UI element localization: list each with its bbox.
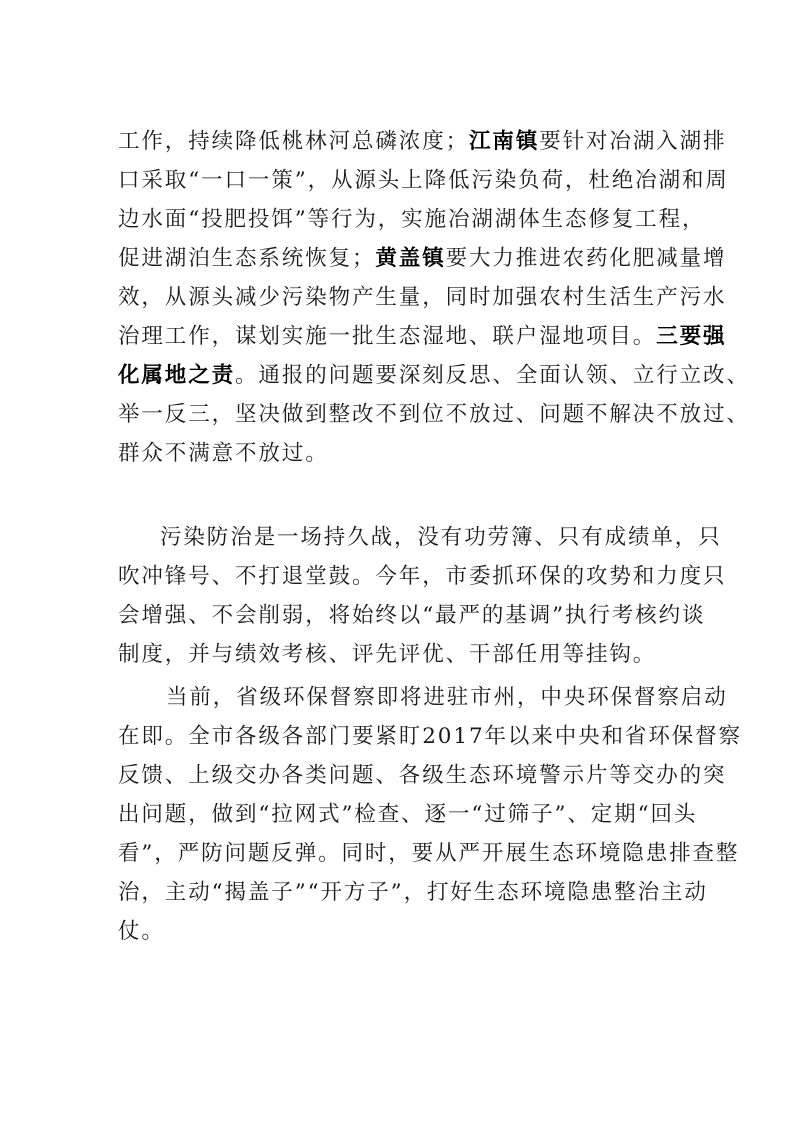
- text-line: [118, 800, 698, 830]
- text-run: 出问题，做到“拉网式”检查、逐一“过筛子”、定期“回头: [118, 802, 698, 827]
- text-run: 边水面“投肥投饵”等行为，实施冶湖湖体生态修复工程，: [118, 207, 706, 232]
- text-line: [118, 244, 727, 274]
- text-run: 举一反三，坚决做到整改不到位不放过、问题不解决不放过、: [118, 402, 750, 427]
- text-line: [118, 322, 727, 352]
- text-line: [118, 439, 688, 469]
- text-run: 反馈、上级交办各类问题、各级生态环境警示片等交办的突: [118, 763, 727, 788]
- text-line: [118, 878, 708, 908]
- text-run: 会增强、不会削弱，将始终以“最严的基调”执行考核约谈: [118, 603, 706, 628]
- text-run: 工作，持续降低桃林河总磷浓度；: [118, 129, 470, 154]
- text-line: [118, 761, 727, 791]
- text-run: 仗。: [118, 919, 165, 944]
- text-run: 促进湖泊生态系统恢复；: [118, 246, 376, 271]
- text-line: [118, 917, 688, 947]
- text-run: 群众不满意不放过。: [118, 441, 329, 466]
- text-run: 吹冲锋号、不打退堂鼓。今年，市委抓环保的攻势和力度只: [118, 564, 727, 589]
- bold-town-name: 黄盖镇: [375, 246, 446, 271]
- text-line: [118, 361, 750, 391]
- text-line: [118, 640, 688, 670]
- text-line: [118, 722, 742, 752]
- text-line: [166, 683, 736, 713]
- text-run: 。通报的问题要深刻反思、全面认领、立行立改、: [235, 363, 750, 388]
- bold-heading-run: 三要强: [656, 324, 727, 349]
- text-line: [118, 205, 706, 235]
- text-run: 要大力推进农药化肥减量增: [445, 246, 727, 271]
- text-line: [118, 400, 750, 430]
- text-line: [118, 562, 727, 592]
- text-run: 制度，并与绩效考核、评先评优、干部任用等挂钩。: [118, 642, 657, 667]
- text-run: 治，主动“揭盖子”“开方子”，打好生态环境隐患整治主动: [118, 880, 708, 905]
- text-line: [118, 283, 727, 313]
- text-run: 治理工作，谋划实施一批生态湿地、联户湿地项目。: [118, 324, 657, 349]
- text-run: 要针对冶湖入湖排: [539, 129, 727, 154]
- bold-heading-run: 化属地之责: [118, 363, 236, 388]
- text-line: [118, 127, 727, 157]
- text-line: [118, 166, 729, 196]
- text-run: 在即。全市各级各部门要紧盯2017年以来中央和省环保督察: [118, 724, 742, 749]
- text-run: 看”，严防问题反弹。同时，要从严开展生态环境隐患排查整: [118, 841, 740, 866]
- text-line: [160, 523, 730, 553]
- text-run: 污染防治是一场持久战，没有功劳簿、只有成绩单，只: [160, 525, 722, 550]
- text-run: 口采取“一口一策”，从源头上降低污染负荷，杜绝冶湖和周: [118, 168, 729, 193]
- bold-town-name: 江南镇: [469, 129, 540, 154]
- text-line: [118, 839, 740, 869]
- text-run: 效，从源头减少污染物产生量，同时加强农村生活生产污水: [118, 285, 727, 310]
- text-line: [118, 601, 706, 631]
- text-run: 当前，省级环保督察即将进驻市州，中央环保督察启动: [166, 685, 728, 710]
